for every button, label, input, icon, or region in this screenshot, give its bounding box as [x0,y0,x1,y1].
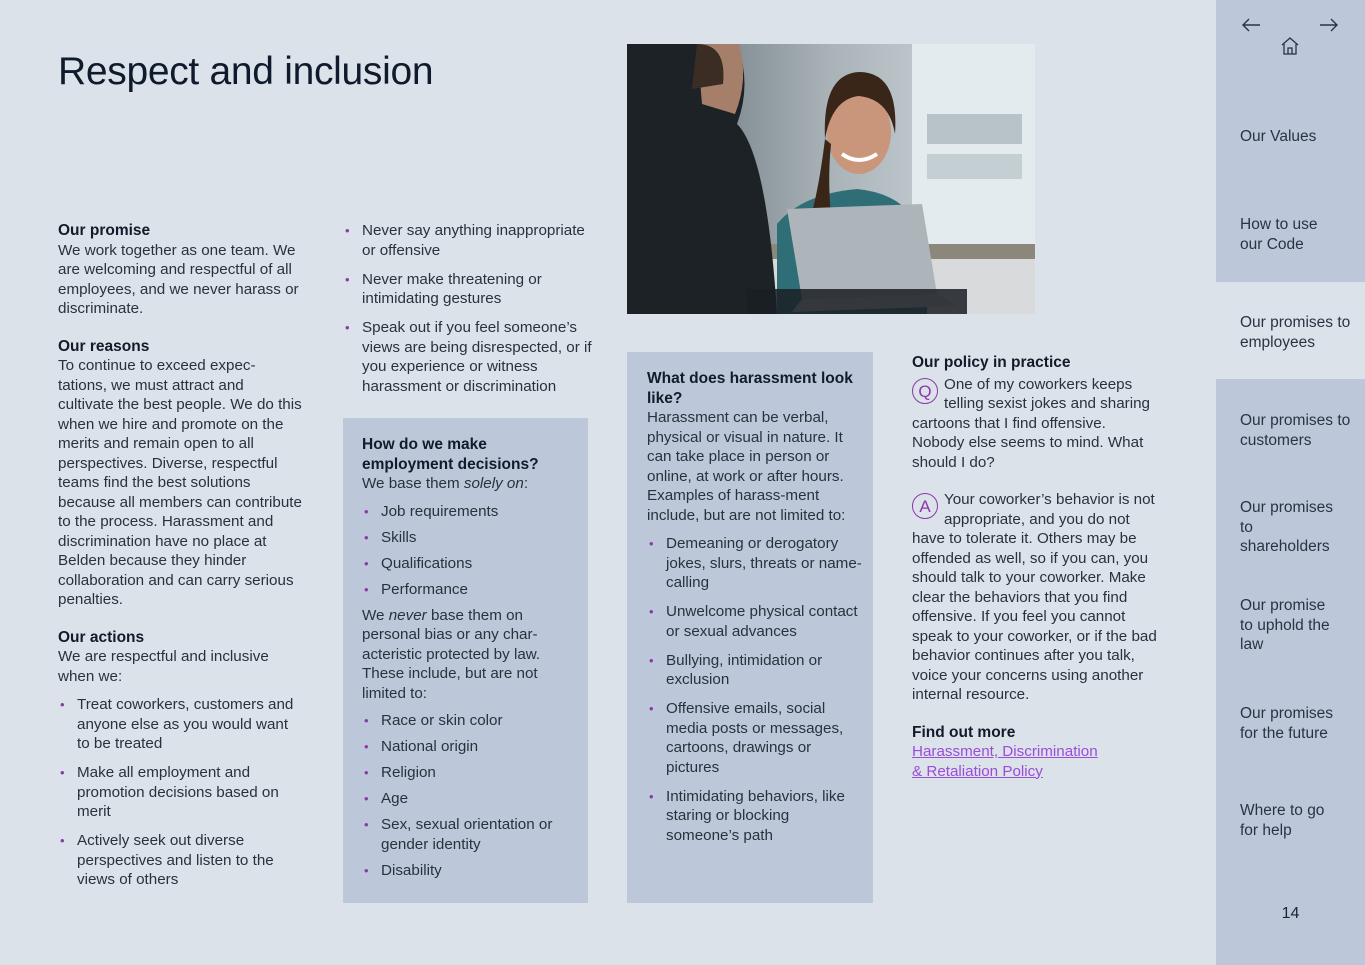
page-number: 14 [1281,905,1300,922]
bases-list [362,502,577,600]
answer-icon: A [912,493,938,519]
policy-heading: Our policy in practice [912,354,1071,371]
actions-intro: We are respectful and inclusive when we: [58,648,269,685]
list-item: • Make all employment and promotion decisions based on merit [58,763,302,822]
sidebar-nav [1216,0,1365,965]
list-item: • Intimidating behaviors, like staring or blocking someone’s path [647,787,863,846]
list-item: • National origin [362,737,577,757]
list-item: • Never make threatening or intimidating gestures [343,270,593,309]
reasons-heading: Our reasons [58,337,150,355]
list-item: • Religion [362,763,577,783]
never-text: We never base them on personal bias or any char-acteristic protected by law. These include, but are not limited to: [362,606,541,702]
harassment-examples-list [647,534,863,845]
sidebar-item-promises-customers[interactable]: Our promises to customers [1240,412,1351,449]
list-item: • Never say anything inappropriate or offensive [343,221,593,260]
employment-heading: How do we make employment decisions? [362,436,539,473]
list-item: • Actively seek out diverse perspectives and listen to the views of others [58,831,302,890]
sidebar-item-promises-employees[interactable]: Our promises to employees [1240,314,1351,351]
column-actions-continued [343,221,593,406]
sidebar-item-our-values[interactable]: Our Values [1240,128,1317,145]
list-item: • Demeaning or derogatory jokes, slurs, threats or name-calling [647,534,863,593]
reasons-text: To continue to exceed expec-tations, we must attract and cultivate the best people. We do this when we hire and promote on the merits and remain open to all perspectives. Diverse, respectful teams find the best solutions because all members can contribute to the process. Harassment and discrimination have no place at Belden because they hinder collaboration and can carry serious penalties. [58,357,302,608]
employment-decisions-content [362,435,577,887]
actions-list [58,695,302,890]
column-promise [58,221,302,899]
answer-text: Your coworker’s behavior is not appropriate, and you do not have to tolerate it. Others may be offended as well, so if you can, you should talk to your coworker. Make clear the behaviors that you find offensive. If you feel you cannot speak to your coworker, or if the bad behavior continues after you talk, voice your concerns using another internal resource. [912,491,1157,703]
sidebar-item-where-help[interactable]: Where to go for help [1240,802,1325,839]
harassment-content [647,369,863,855]
list-item: • Speak out if you feel someone’s views are being disrespected, or if you experience or witness harassment or discrimination [343,318,593,396]
list-item: • Job requirements [362,502,577,522]
sidebar-item-uphold-law[interactable]: Our promise to uphold the law [1240,597,1330,653]
list-item: • Age [362,789,577,809]
page-title: Respect and inclusion [58,50,434,93]
sidebar-item-how-to-use[interactable]: How to use our Code [1240,216,1318,253]
policy-link[interactable]: Harassment, Discrimination & Retaliation Policy [912,743,1098,780]
harassment-heading: What does harassment look like? [647,370,853,407]
question-text: One of my coworkers keeps telling sexist jokes and sharing cartoons that I find offensive. Nobody else seems to mind. What should I do? [912,375,1150,471]
list-item: • Unwelcome physical contact or sexual advances [647,602,863,641]
employment-intro: We base them solely on: [362,475,529,492]
list-item: • Race or skin color [362,711,577,731]
promise-heading: Our promise [58,222,151,239]
home-icon[interactable] [1280,36,1300,56]
list-item: • Skills [362,528,577,548]
policy-in-practice [912,353,1160,781]
list-item: • Bullying, intimidation or exclusion [647,651,863,690]
list-item: • Qualifications [362,554,577,574]
photo-illustration [627,44,1035,314]
arrow-left-icon[interactable] [1240,16,1262,34]
actions-heading: Our actions [58,628,145,646]
sidebar-item-promises-future[interactable]: Our promises for the future [1240,705,1334,742]
protected-list [362,711,577,880]
list-item: • Sex, sexual orientation or gender identity [362,815,577,854]
find-out-more-heading: Find out more [912,723,1016,741]
office-photo [627,44,1035,314]
harassment-text: Harassment can be verbal, physical or visual in nature. It can take place in person or online, at work or after hours. Examples of harass-ment include, but are not limited to: [647,409,846,524]
list-item: • Treat coworkers, customers and anyone else as you would want to be treated [58,695,302,754]
answer-block [912,490,1160,705]
sidebar-item-promises-shareholders[interactable]: Our promises to shareholders [1240,499,1334,555]
actions-continued-list [343,221,593,396]
promise-text: We work together as one team. We are welcoming and respectful of all employees, and we never harass or discriminate. [58,241,299,317]
question-icon: Q [912,378,938,404]
list-item: • Disability [362,861,577,881]
list-item: • Performance [362,580,577,600]
list-item: • Offensive emails, social media posts or messages, cartoons, drawings or pictures [647,699,863,777]
arrow-right-icon[interactable] [1318,16,1340,34]
question-block [912,375,1160,473]
